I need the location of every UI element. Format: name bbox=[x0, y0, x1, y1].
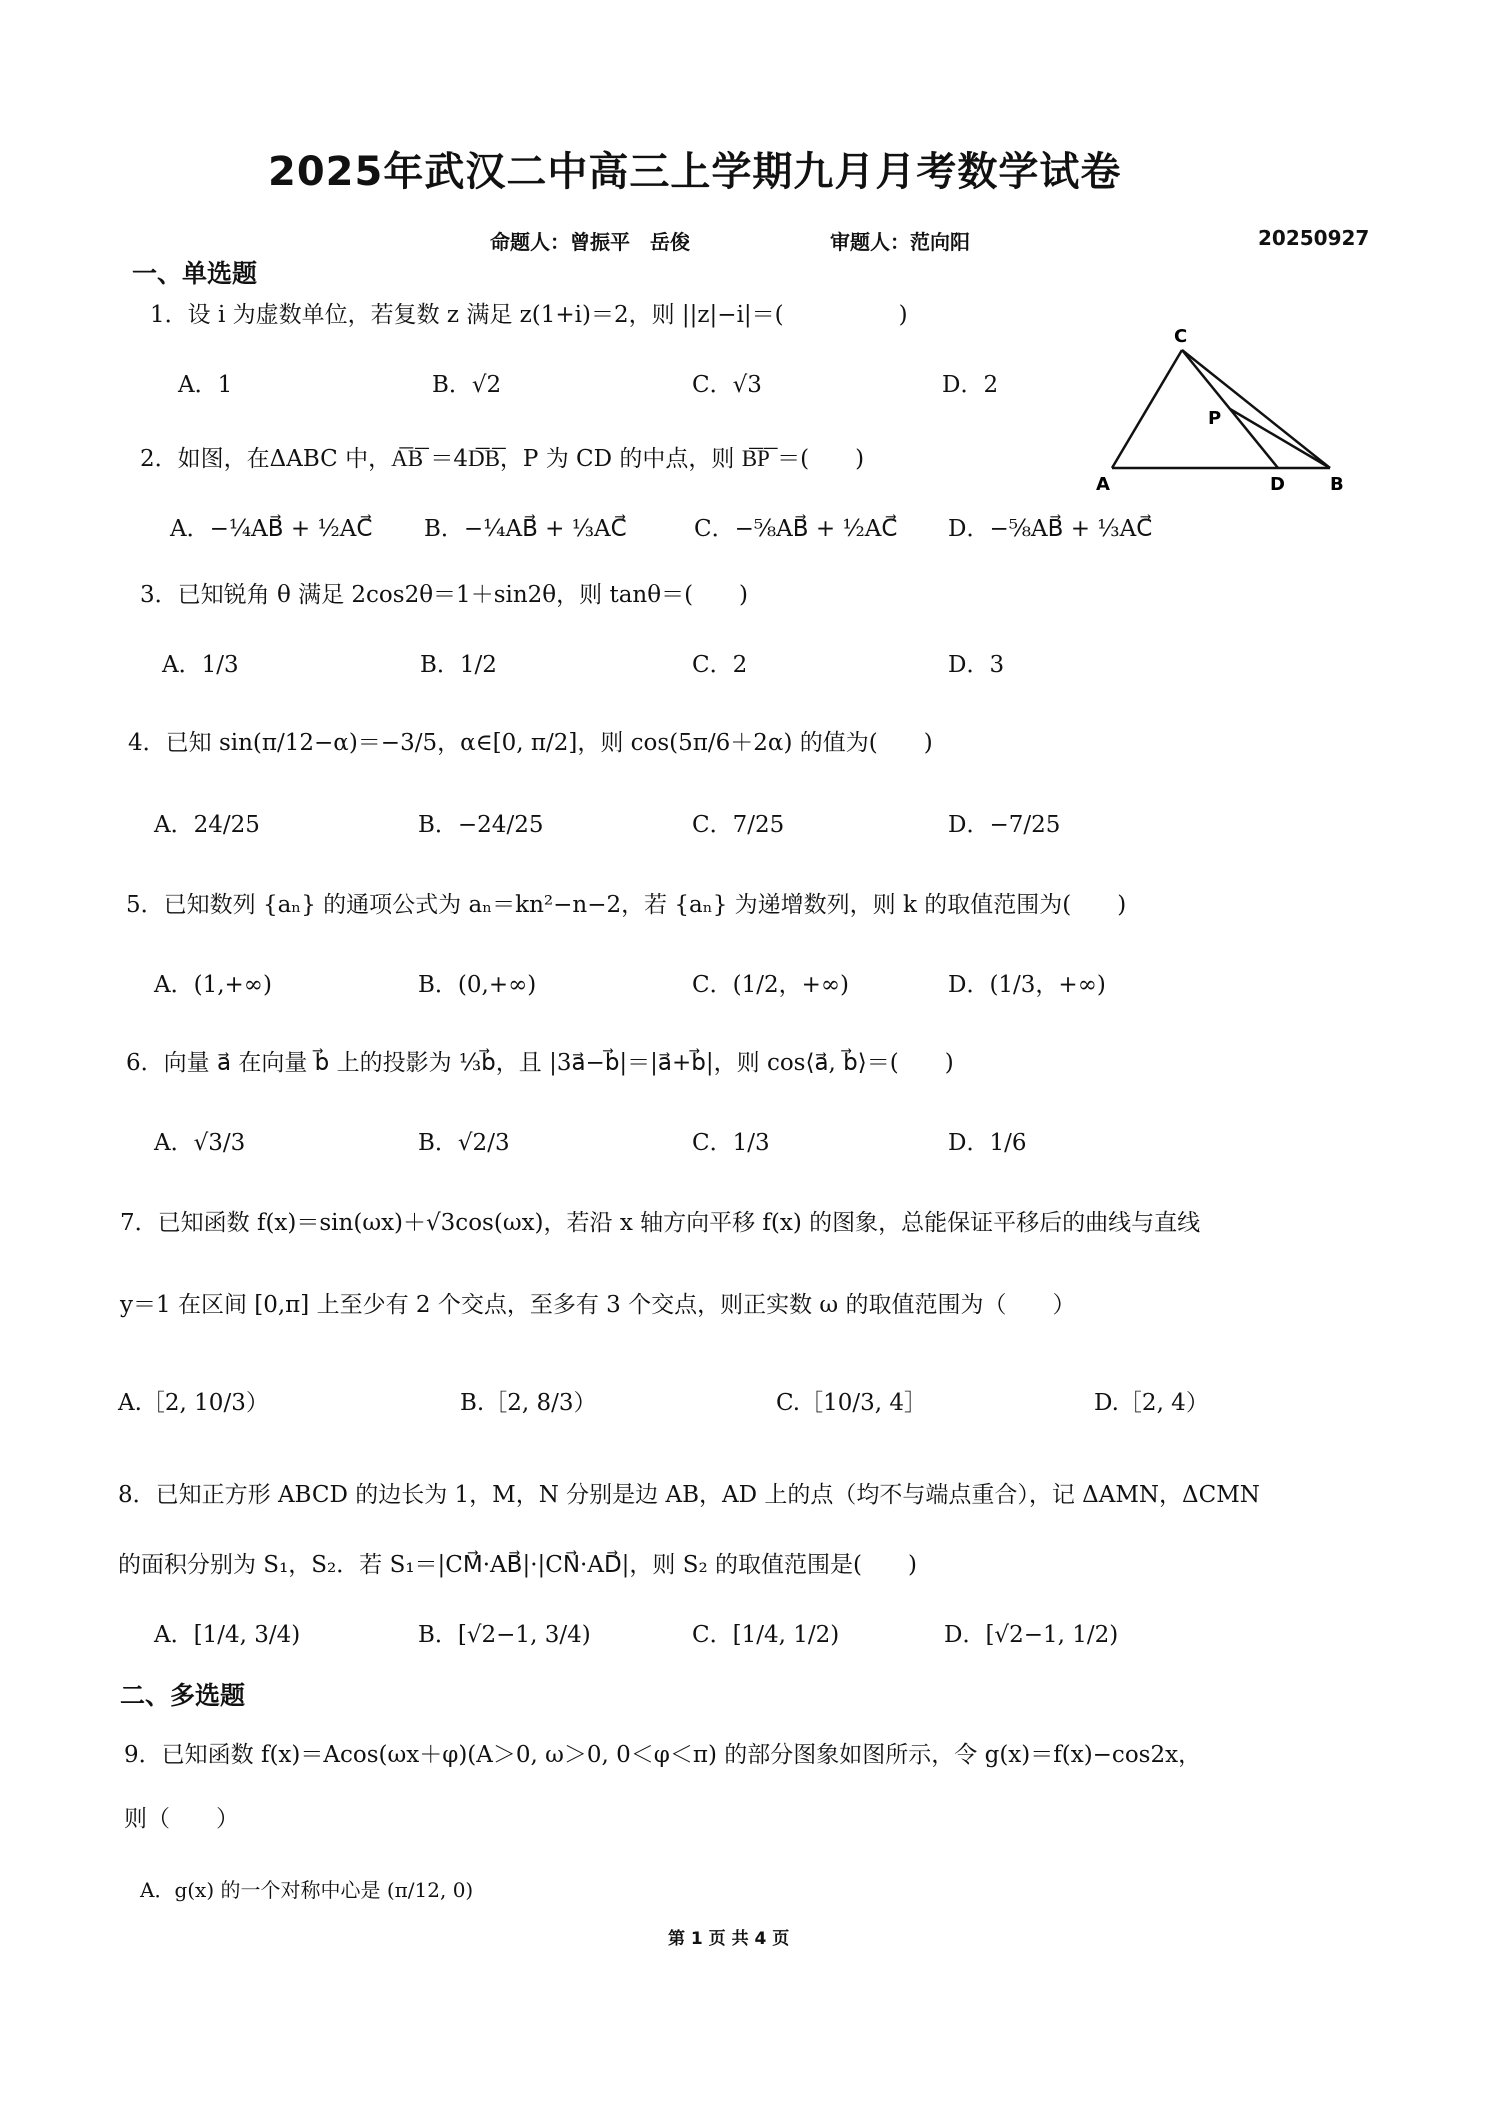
q7-option-b: B.［2, 8/3） bbox=[460, 1390, 597, 1416]
q5-option-d: D．(1/3，+∞) bbox=[948, 972, 1106, 998]
q5-option-c: C．(1/2，+∞) bbox=[692, 972, 849, 998]
question-7-stem: 7．已知函数 f(x)＝sin(ωx)＋√3cos(ωx)，若沿 x 轴方向平移 f(x) 的图象，总能保证平移后的曲线与直线 bbox=[120, 1210, 1201, 1236]
question-2-stem: 2．如图，在ΔABC 中，A͞B͞ ＝4D͞B͞，P 为 CD 的中点，则 B͞P͞ ＝( ) bbox=[140, 446, 865, 472]
q5-option-b: B．(0,+∞) bbox=[418, 972, 537, 998]
q1-option-a: A．1 bbox=[178, 372, 233, 398]
question-9-stem: 9．已知函数 f(x)＝Acos(ωx＋φ)(A＞0, ω＞0, 0＜φ＜π) 的部分图象如图所示，令 g(x)＝f(x)−cos2x， bbox=[124, 1742, 1202, 1768]
q7-option-d: D.［2, 4） bbox=[1094, 1390, 1209, 1416]
q9-option-a: A．g(x) 的一个对称中心是 (π/12, 0) bbox=[140, 1878, 474, 1902]
page-number: 第 1 页 共 4 页 bbox=[668, 1929, 790, 1949]
q6-option-d: D．1/6 bbox=[948, 1130, 1027, 1156]
q2-option-c: C．−⅝AB⃗ + ½AC⃗ bbox=[694, 516, 898, 542]
authors: 命题人：曾振平 岳俊 bbox=[490, 230, 690, 254]
figure-label-c: C bbox=[1174, 326, 1188, 347]
q3-option-a: A．1/3 bbox=[162, 652, 239, 678]
triangle-abc-figure bbox=[1090, 320, 1360, 500]
q2-option-b: B．−¼AB⃗ + ⅓AC⃗ bbox=[424, 516, 627, 542]
figure-label-p: P bbox=[1208, 408, 1222, 429]
question-8-stem-line2: 的面积分别为 S₁，S₂．若 S₁＝|CM⃗·AB⃗|·|CN⃗·AD⃗|，则 S₂ 的取值范围是( ) bbox=[118, 1552, 917, 1578]
q2-option-a: A．−¼AB⃗ + ½AC⃗ bbox=[170, 516, 373, 542]
q8-option-b: B．[√2−1, 3/4) bbox=[418, 1622, 591, 1648]
section-heading-single-choice: 一、单选题 bbox=[132, 259, 258, 288]
question-3-stem: 3．已知锐角 θ 满足 2cos2θ＝1＋sin2θ，则 tanθ＝( ) bbox=[140, 582, 749, 608]
q6-option-c: C．1/3 bbox=[692, 1130, 770, 1156]
question-9-stem-line2: 则（ ） bbox=[124, 1806, 239, 1832]
section-heading-multi-choice: 二、多选题 bbox=[120, 1681, 246, 1710]
q6-option-b: B．√2/3 bbox=[418, 1130, 510, 1156]
q4-option-b: B．−24/25 bbox=[418, 812, 544, 838]
q8-option-d: D．[√2−1, 1/2) bbox=[944, 1622, 1119, 1648]
q1-option-b: B．√2 bbox=[432, 372, 502, 398]
q8-option-c: C．[1/4, 1/2) bbox=[692, 1622, 840, 1648]
page-title: 2025年武汉二中高三上学期九月月考数学试卷 bbox=[268, 149, 1122, 195]
question-1-stem: 1．设 i 为虚数单位，若复数 z 满足 z(1+i)＝2，则 ||z|−i|＝( ) bbox=[150, 302, 908, 328]
question-6-stem: 6．向量 a⃗ 在向量 b⃗ 上的投影为 ⅓b⃗，且 |3a⃗−b⃗|＝|a⃗+b⃗|，则 cos⟨a⃗, b⃗⟩＝( ) bbox=[126, 1050, 954, 1076]
q3-option-d: D．3 bbox=[948, 652, 1005, 678]
question-4-stem: 4．已知 sin(π/12−α)＝−3/5，α∈[0, π/2]，则 cos(5π/6＋2α) 的值为( ) bbox=[128, 730, 933, 756]
q2-option-d: D．−⅝AB⃗ + ⅓AC⃗ bbox=[948, 516, 1153, 542]
q3-option-b: B．1/2 bbox=[420, 652, 497, 678]
question-5-stem: 5．已知数列 {aₙ} 的通项公式为 aₙ＝kn²−n−2，若 {aₙ} 为递增数列，则 k 的取值范围为( ) bbox=[126, 892, 1127, 918]
q5-option-a: A．(1,+∞) bbox=[154, 972, 272, 998]
q7-option-c: C.［10/3, 4］ bbox=[776, 1390, 927, 1416]
reviewer: 审题人：范向阳 bbox=[830, 230, 970, 254]
q6-option-a: A．√3/3 bbox=[154, 1130, 246, 1156]
q3-option-c: C．2 bbox=[692, 652, 748, 678]
q7-option-a: A.［2, 10/3） bbox=[118, 1390, 269, 1416]
q4-option-a: A．24/25 bbox=[154, 812, 260, 838]
figure-label-a: A bbox=[1096, 474, 1110, 495]
q1-option-d: D．2 bbox=[942, 372, 999, 398]
exam-date: 20250927 bbox=[1258, 226, 1370, 250]
q4-option-d: D．−7/25 bbox=[948, 812, 1061, 838]
question-8-stem: 8．已知正方形 ABCD 的边长为 1，M，N 分别是边 AB，AD 上的点（均不与端点重合），记 ΔAMN，ΔCMN bbox=[118, 1482, 1260, 1508]
q8-option-a: A．[1/4, 3/4) bbox=[154, 1622, 301, 1648]
question-7-stem-line2: y＝1 在区间 [0,π] 上至少有 2 个交点，至多有 3 个交点，则正实数 ω 的取值范围为（ ） bbox=[120, 1292, 1076, 1318]
q4-option-c: C．7/25 bbox=[692, 812, 785, 838]
q1-option-c: C．√3 bbox=[692, 372, 762, 398]
figure-label-d: D bbox=[1270, 474, 1285, 495]
figure-label-b: B bbox=[1330, 474, 1344, 495]
